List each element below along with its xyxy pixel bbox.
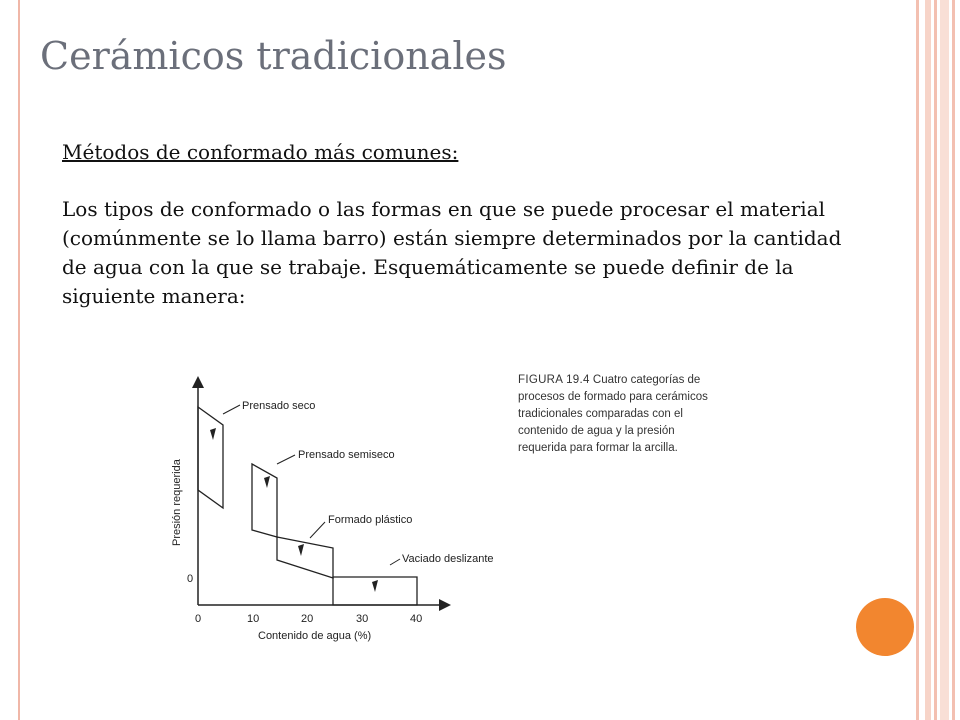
process-diagram [160,360,520,650]
y-axis-label: Presión requerida [171,459,183,546]
leader-prensado-seco [223,405,240,414]
left-border-line [18,0,20,720]
label-prensado-seco: Prensado seco [242,400,316,412]
y-tick-0: 0 [187,573,194,585]
slide-body-text: Los tipos de conformado o las formas en que se puede procesar el material (comúnmente se lo llama barro) están siempre determinados por la cantidad de agua con la que se trabaje. Esquemáticamente se puede definir de la siguiente manera: [62,197,842,308]
marker-vaciado-deslizante [372,580,378,592]
x-tick-10: 10 [247,613,260,625]
leader-prensado-semiseco [277,455,295,464]
figure-number: FIGURA 19.4 [518,374,590,386]
figure-caption [518,372,718,457]
x-tick-0: 0 [195,613,202,625]
x-tick-30: 30 [356,613,369,625]
orange-decorative-dot [856,598,914,656]
x-axis-label: Contenido de agua (%) [258,630,372,642]
region-prensado-seco [198,407,223,508]
marker-prensado-seco [210,428,216,440]
marker-formado-plastico [298,544,304,556]
x-tick-20: 20 [301,613,314,625]
label-formado-plastico: Formado plástico [328,514,413,526]
marker-prensado-semiseco [264,476,270,488]
figure [160,360,720,650]
right-decorative-stripes [916,0,960,720]
figure-caption-text: Cuatro categorías de procesos de formado para cerámicos tradicionales comparadas con el contenido de agua y la presión requerida para formar la arcilla. [518,374,708,454]
slide-title: Cerámicos tradicionales [40,34,507,78]
label-vaciado-deslizante: Vaciado deslizante [402,553,494,565]
leader-formado-plastico [310,522,325,538]
x-tick-40: 40 [410,613,423,625]
region-prensado-semiseco [252,464,277,537]
slide-subtitle: Métodos de conformado más comunes: [62,140,459,164]
leader-vaciado-deslizante [390,559,400,565]
label-prensado-semiseco: Prensado semiseco [298,449,395,461]
region-formado-plastico [277,537,333,578]
